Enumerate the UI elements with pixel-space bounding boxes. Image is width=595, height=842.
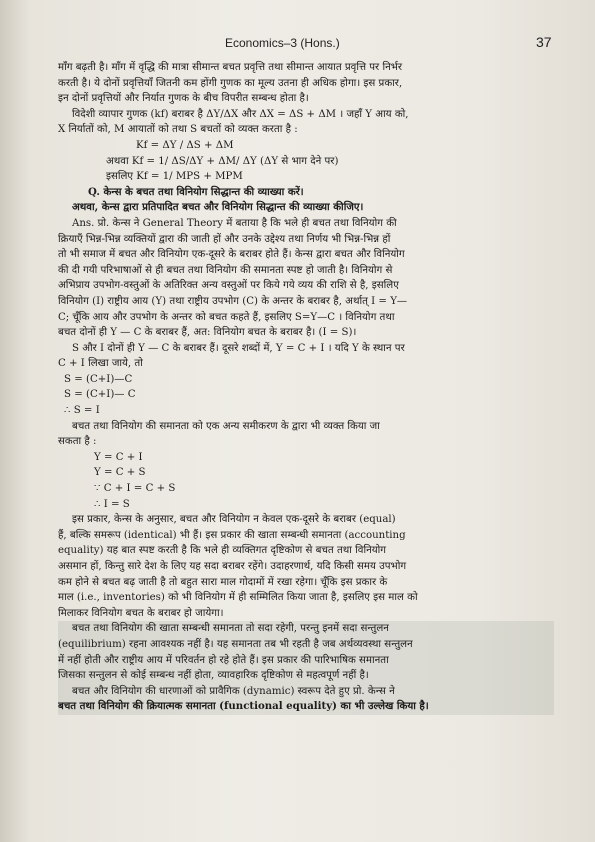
formula-line: S = (C+I)—C bbox=[64, 373, 133, 385]
text-line: X निर्यातों को, M आयातों को तथा S बचतों को व्यक्त करता है : bbox=[58, 124, 298, 136]
text-line: माल (i.e., inventories) को भी विनियोग में ही सम्मिलित किया जाता है, इसलिए इस माल को bbox=[58, 592, 418, 604]
formula-line: Kf = ΔY / ΔS + ΔM bbox=[136, 139, 234, 151]
text-line: हैं, बल्कि समरूप (identical) भी हैं। इस प्रकार की खाता सम्बन्धी समानता (accounting bbox=[58, 529, 406, 541]
text-line: बचत दोनों ही Y — C के बराबर हैं, अत: विनियोग बचत के बराबर है। (I = S)। bbox=[58, 327, 357, 339]
text-line: बचत तथा विनियोग की खाता सम्बन्धी समानता तो सदा रहेगी, परन्तु इनमें सदा सन्तुलन bbox=[58, 621, 554, 637]
text-line: सकता है : bbox=[58, 436, 97, 448]
question-alt-heading: अथवा, केन्स द्वारा प्रतिपादित बचत और विनियोग सिद्धान्त की व्याख्या कीजिए। bbox=[72, 201, 364, 214]
formula-line: ∵ C + I = C + S bbox=[94, 483, 176, 495]
answer-line: Ans. प्रो. केन्स ने General Theory में बताया है कि भले ही बचत तथा विनियोग की bbox=[72, 217, 397, 229]
text-line: C; चूँकि आय और उपभोग के अन्तर को बचत कहते हैं, इसलिए S=Y—C । विनियोग तथा bbox=[58, 311, 395, 323]
text-line: equality) यह बात स्पष्ट करती है कि भले ही व्यक्तिगत दृष्टिकोण से बचत तथा विनियोग bbox=[58, 545, 387, 557]
text-line: (equilibrium) रहना आवश्यक नहीं है। यह समानता तब भी रहती है जब अर्थव्यवस्था सन्तुलन bbox=[58, 637, 554, 653]
formula-line: ∴ I = S bbox=[94, 498, 130, 510]
text-line: कम होने से बचत बढ़ जाती है तो बहुत सारा माल गोदामों में रखा रहेगा। चूँकि इस प्रकार के bbox=[58, 576, 388, 588]
text-line: S और I दोनों ही Y — C के बराबर हैं। दूसरे शब्दों में, Y = C + I । यदि Y के स्थान पर bbox=[72, 342, 405, 354]
formula-line: अथवा Kf = 1/ ΔS/ΔY + ΔM/ ΔY (ΔY से भाग देने पर) bbox=[106, 155, 339, 167]
text-line: विदेशी व्यापार गुणक (kf) बराबर है ΔY/ΔX और ΔX = ΔS + ΔM । जहाँ Y आय को, bbox=[72, 108, 409, 120]
text-line: क्रियाएँ भिन्न-भिन्न व्यक्तियों द्वारा की जाती हों और उनके उद्देश्य तथा निर्णय भी भिन्न-भिन्न हों bbox=[58, 233, 391, 245]
text-line: जिसका सन्तुलन से कोई सम्बन्ध नहीं होता, व्यावहारिक दृष्टिकोण से महत्वपूर्ण नहीं है। bbox=[58, 668, 554, 684]
page-header bbox=[0, 34, 595, 54]
formula-line: Y = C + S bbox=[94, 467, 146, 479]
formula-line: ∴ S = I bbox=[64, 405, 100, 417]
text-line: विनियोग (I) राष्ट्रीय आय (Y) तथा राष्ट्रीय उपभोग (C) के अन्तर के बराबर है, अर्थात् I = Y— bbox=[58, 295, 408, 307]
text-line: मिलाकर विनियोग बचत के बराबर हो जायेगा। bbox=[58, 607, 224, 619]
text-line: की दी गयी परिभाषाओं से ही बचत तथा विनियोग की समानता स्पष्ट हो जाती है। विनियोग से bbox=[58, 264, 393, 276]
book-title: Economics–3 (Hons.) bbox=[225, 36, 340, 50]
text-line: माँग बढ़ती है। माँग में वृद्धि की मात्रा सीमान्त बचत प्रवृत्ति तथा सीमान्त आयात प्रवृत्ति पर निर्भर bbox=[58, 62, 403, 73]
text-line: में नहीं होती और राष्ट्रीय आय में परिवर्तन हो रहे होते हैं। इस प्रकार की पारिभाषिक समानता bbox=[58, 653, 554, 669]
formula-line: S = (C+I)— C bbox=[64, 389, 136, 401]
question-heading: Q. केन्स के बचत तथा विनियोग सिद्धान्त की व्याख्या करें। bbox=[88, 185, 304, 198]
text-line: इन दोनों प्रवृत्तियों और निर्यात गुणक के बीच विपरीत सम्बन्ध होता है। bbox=[58, 93, 309, 105]
text-line: बचत तथा विनियोग की समानता को एक अन्य समीकरण के द्वारा भी व्यक्त किया जा bbox=[72, 420, 380, 432]
text-line: C + I लिखा जाये, तो bbox=[58, 358, 143, 370]
formula-line: Y = C + I bbox=[94, 451, 143, 463]
text-line: बचत तथा विनियोग की क्रियात्मक समानता (functional equality) का भी उल्लेख किया है। bbox=[58, 699, 554, 715]
text-line: बचत और विनियोग की धारणाओं को प्रावैगिक (dynamic) स्वरूप देते हुए प्रो. केन्स ने bbox=[58, 684, 554, 700]
page-body bbox=[58, 60, 554, 715]
text-line: असमान हों, किन्तु सारे देश के लिए यह सदा बराबर रहेंगे। उदाहरणार्थ, यदि किसी समय उपभोग bbox=[58, 561, 407, 572]
page-number: 37 bbox=[536, 34, 552, 50]
formula-line: इसलिए Kf = 1/ MPS + MPM bbox=[106, 171, 243, 183]
text-line: करती है। ये दोनों प्रवृत्तियाँ जितनी कम होंगी गुणक का मूल्य उतना ही अधिक होगा। इस प्रकार, bbox=[58, 77, 403, 89]
text-line: अभिप्राय उपभोग-वस्तुओं के अतिरिक्त अन्य वस्तुओं पर किये गये व्यय की राशि से है, इसलिए bbox=[58, 280, 399, 292]
text-line: तो भी समाज में बचत और विनियोग एक-दूसरे के बराबर होते हैं। केन्स द्वारा बचत और विनियोग bbox=[58, 249, 405, 261]
text-line: इस प्रकार, केन्स के अनुसार, बचत और विनियोग न केवल एक-दूसरे के बराबर (equal) bbox=[72, 514, 396, 526]
